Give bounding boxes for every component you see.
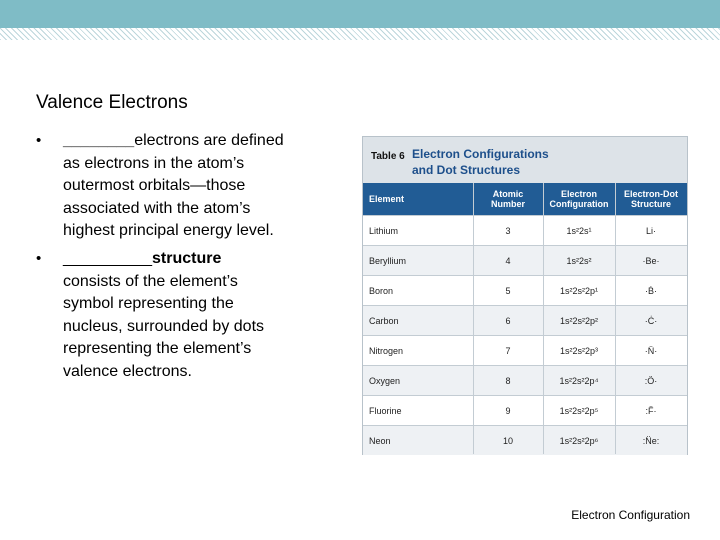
cell-element: Fluorine bbox=[369, 405, 402, 416]
cell-number: 5 bbox=[505, 285, 511, 296]
bullet-2-line-6: valence electrons. bbox=[63, 362, 192, 380]
cell-element: Carbon bbox=[369, 315, 399, 326]
bullet-1-line-2: as electrons in the atom’s bbox=[63, 154, 245, 172]
bullet-text-1 bbox=[63, 130, 331, 243]
top-banner bbox=[0, 0, 720, 28]
bullet-2-line-3: symbol representing the bbox=[63, 295, 234, 312]
table-row bbox=[363, 335, 687, 365]
bullet-2-line-1: __________structure bbox=[63, 250, 222, 267]
fill-blank-2: __________ bbox=[63, 250, 152, 267]
cell-element: Beryllium bbox=[369, 255, 407, 266]
bullet-text-2 bbox=[63, 248, 331, 383]
bullet-marker-2: • bbox=[36, 250, 42, 267]
cell-config: 1s²2s¹ bbox=[566, 225, 592, 236]
header-element: Element bbox=[369, 194, 405, 204]
table-row bbox=[363, 215, 687, 245]
cell-dot: ·Ċ· bbox=[644, 315, 658, 326]
bullet-2-line-5: representing the element’s bbox=[63, 340, 252, 357]
electron-config-table bbox=[362, 136, 688, 455]
table-row bbox=[363, 425, 687, 455]
table-row bbox=[363, 275, 687, 305]
table-header bbox=[363, 183, 687, 215]
bullet-1-line-4: associated with the atom’s bbox=[63, 199, 251, 217]
cell-config: 1s²2s²2p⁴ bbox=[559, 375, 599, 386]
cell-number: 3 bbox=[505, 225, 511, 236]
cell-config: 1s²2s²2p² bbox=[559, 315, 598, 326]
bullet-1-line-3: outermost orbitals—those bbox=[63, 177, 246, 194]
cell-config: 1s²2s²2p¹ bbox=[559, 285, 598, 296]
bullet-1-line-5: highest principal energy level. bbox=[63, 222, 274, 239]
cell-config: 1s²2s²2p³ bbox=[559, 345, 598, 356]
cell-element: Nitrogen bbox=[369, 345, 404, 356]
column-divider bbox=[615, 183, 616, 454]
cell-element: Lithium bbox=[369, 225, 399, 236]
cell-dot: ·Ḃ· bbox=[645, 285, 657, 296]
header-atomic-number: Atomic Number bbox=[490, 189, 525, 209]
slide-title: Valence Electrons bbox=[36, 92, 188, 113]
cell-config: 1s²2s² bbox=[566, 255, 592, 266]
header-dot-structure: Electron-Dot Structure bbox=[624, 189, 678, 209]
table-row bbox=[363, 245, 687, 275]
banner-hatch bbox=[0, 28, 720, 40]
table-row bbox=[363, 365, 687, 395]
cell-element: Neon bbox=[369, 435, 391, 446]
table-row bbox=[363, 395, 687, 425]
cell-number: 6 bbox=[505, 315, 511, 326]
cell-dot: :N̈e: bbox=[642, 435, 660, 446]
table-title: Electron Configurations and Dot Structures bbox=[412, 147, 549, 177]
table-number: Table 6 bbox=[371, 151, 405, 162]
column-divider bbox=[543, 183, 544, 454]
bullet-2-line-4: nucleus, surrounded by dots bbox=[63, 317, 265, 335]
cell-number: 8 bbox=[505, 375, 511, 386]
cell-dot: Li· bbox=[645, 225, 656, 236]
cell-number: 4 bbox=[505, 255, 511, 266]
cell-number: 9 bbox=[505, 405, 511, 416]
cell-dot: ·N̈· bbox=[644, 345, 658, 356]
bullet-1-line-1: ________electrons are defined bbox=[63, 132, 284, 149]
cell-dot: ·Be· bbox=[642, 255, 660, 266]
cell-element: Oxygen bbox=[369, 375, 401, 386]
cell-config: 1s²2s²2p⁵ bbox=[559, 405, 599, 416]
cell-dot: :F̈· bbox=[645, 405, 657, 416]
bullet-2-line-2: consists of the element’s bbox=[63, 272, 238, 290]
cell-element: Boron bbox=[369, 285, 394, 296]
bullet-marker-1: • bbox=[36, 132, 42, 149]
header-electron-config: Electron Configuration bbox=[549, 189, 609, 209]
cell-config: 1s²2s²2p⁶ bbox=[559, 435, 599, 446]
table-caption bbox=[371, 145, 681, 183]
cell-dot: :Ö· bbox=[644, 375, 658, 386]
cell-number: 10 bbox=[502, 435, 513, 446]
slide-footer: Electron Configuration bbox=[571, 508, 690, 522]
table-row bbox=[363, 305, 687, 335]
cell-number: 7 bbox=[505, 345, 511, 356]
column-divider bbox=[473, 183, 474, 454]
fill-blank-1: ________ bbox=[63, 132, 135, 149]
